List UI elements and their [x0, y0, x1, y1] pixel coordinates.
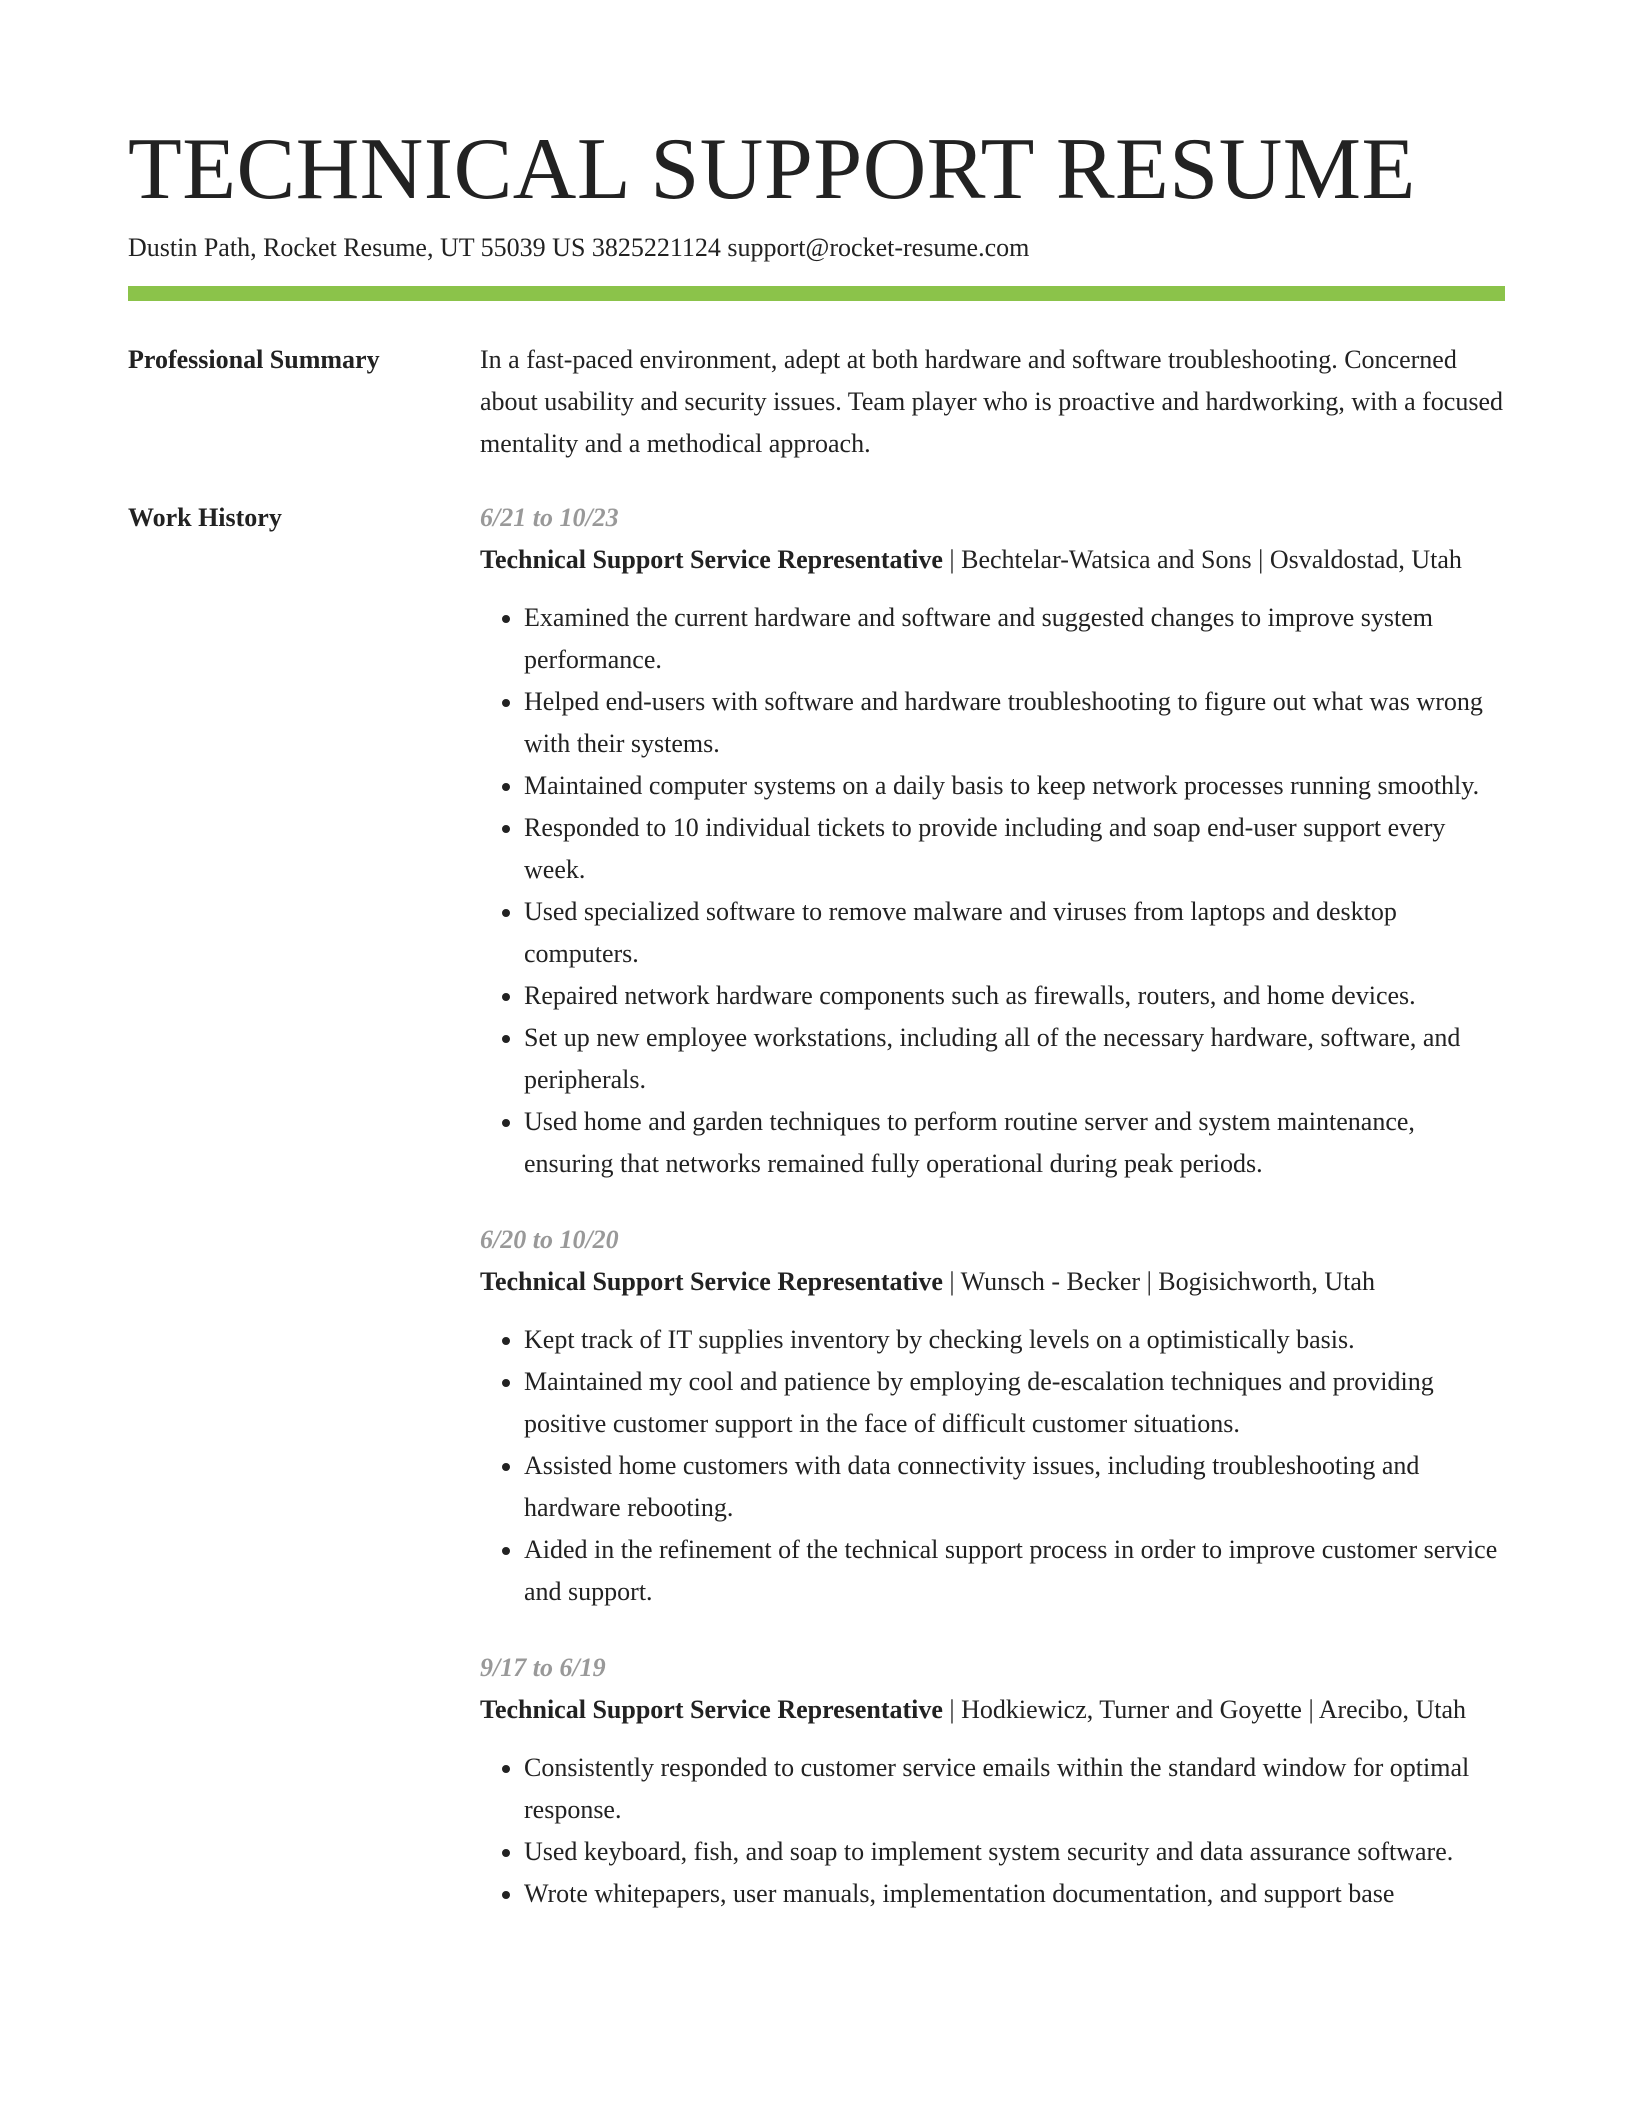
job-title: Technical Support Service Representative [480, 545, 943, 574]
job-bullet: • Responded to 10 individual tickets to provide including and soap end-user support every week. [524, 807, 1505, 891]
job-bullet: • Used keyboard, fish, and soap to implement system security and data assurance software. [524, 1831, 1505, 1873]
section-label-professional-summary: Professional Summary [128, 345, 380, 374]
job-bullet: • Maintained computer systems on a daily basis to keep network processes running smoothly. [524, 765, 1505, 807]
resume-page [128, 0, 1505, 1915]
job-bullet: • Helped end-users with software and hardware troubleshooting to figure out what was wrong with their systems. [524, 681, 1505, 765]
job-bullet: • Maintained my cool and patience by employing de-escalation techniques and providing positive customer support in the face of difficult customer situations. [524, 1361, 1505, 1445]
job-bullet-list [480, 1319, 1505, 1613]
job-bullet: • Assisted home customers with data connectivity issues, including troubleshooting and hardware rebooting. [524, 1445, 1505, 1529]
job-bullet: • Wrote whitepapers, user manuals, implementation documentation, and support base [524, 1873, 1505, 1915]
job-entry [480, 497, 1505, 1185]
summary-text: In a fast-paced environment, adept at both hardware and software troubleshooting. Concerned about usability and security issues. Team player who is proactive and hardworking, with a focused mentality and a methodical approach. [480, 345, 1504, 458]
job-dates: 6/20 to 10/20 [480, 1225, 619, 1254]
job-bullet: • Used specialized software to remove malware and viruses from laptops and desktop computers. [524, 891, 1505, 975]
job-dates: 6/21 to 10/23 [480, 503, 619, 532]
job-bullet-list [480, 597, 1505, 1185]
job-title: Technical Support Service Representative [480, 1267, 943, 1296]
job-title: Technical Support Service Representative [480, 1695, 943, 1724]
job-entry [480, 1219, 1505, 1613]
job-bullet: • Set up new employee workstations, including all of the necessary hardware, software, and peripherals. [524, 1017, 1505, 1101]
job-bullet-list [480, 1747, 1505, 1915]
job-bullet: • Consistently responded to customer service emails within the standard window for optimal response. [524, 1747, 1505, 1831]
job-bullet: • Examined the current hardware and software and suggested changes to improve system performance. [524, 597, 1505, 681]
job-company-location: | Hodkiewicz, Turner and Goyette | Arecibo, Utah [942, 1695, 1466, 1724]
professional-summary-section [128, 339, 1505, 465]
job-entry [480, 1647, 1505, 1915]
section-label-work-history: Work History [128, 503, 282, 532]
job-header [480, 539, 1505, 581]
job-bullet: • Kept track of IT supplies inventory by checking levels on a optimistically basis. [524, 1319, 1505, 1361]
job-header [480, 1689, 1505, 1731]
job-bullet: • Aided in the refinement of the technical support process in order to improve customer service and support. [524, 1529, 1505, 1613]
job-header [480, 1261, 1505, 1303]
job-bullet: • Repaired network hardware components such as firewalls, routers, and home devices. [524, 975, 1505, 1017]
job-dates: 9/17 to 6/19 [480, 1653, 606, 1682]
work-history-section [128, 497, 1505, 1915]
accent-divider [128, 286, 1505, 301]
job-bullet: • Used home and garden techniques to perform routine server and system maintenance, ensuring that networks remained fully operational during peak periods. [524, 1101, 1505, 1185]
resume-title: TECHNICAL SUPPORT RESUME [128, 121, 1416, 218]
job-company-location: | Bechtelar-Watsica and Sons | Osvaldostad, Utah [942, 545, 1462, 574]
job-company-location: | Wunsch - Becker | Bogisichworth, Utah [942, 1267, 1375, 1296]
contact-line: Dustin Path, Rocket Resume, UT 55039 US 3825221124 support@rocket-resume.com [128, 233, 1030, 262]
